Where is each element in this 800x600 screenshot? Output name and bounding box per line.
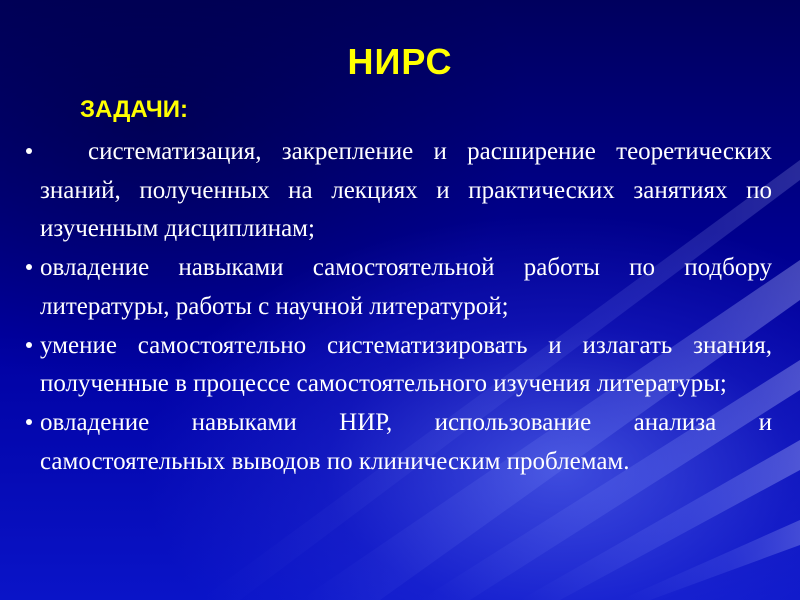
bullet-icon bbox=[26, 342, 32, 348]
list-item bbox=[26, 249, 772, 326]
list-item-text: умение самостоятельно систематизировать и излагать знания, полученные в процессе самостоятельного изучения литературы; bbox=[40, 331, 772, 398]
bullet-icon bbox=[26, 148, 32, 154]
list-item bbox=[26, 133, 772, 249]
bullet-icon bbox=[26, 419, 32, 425]
slide-subtitle: ЗАДАЧИ: bbox=[80, 96, 188, 123]
list-item bbox=[26, 404, 772, 481]
bullet-icon bbox=[26, 264, 32, 270]
list-item-text: овладение навыками самостоятельной работы по подбору литературы, работы с научной литературой; bbox=[40, 254, 772, 320]
slide-title: НИРС bbox=[347, 41, 453, 82]
list-item-text: овладение навыками НИР, использование анализа и самостоятельных выводов по клиническим проблемам. bbox=[40, 408, 772, 475]
list-item-text: систематизация, закрепление и расширение теоретических знаний, полученных на лекциях и практических занятиях по изученным дисциплинам; bbox=[40, 138, 772, 243]
list-item bbox=[26, 327, 772, 404]
task-list bbox=[26, 133, 772, 481]
